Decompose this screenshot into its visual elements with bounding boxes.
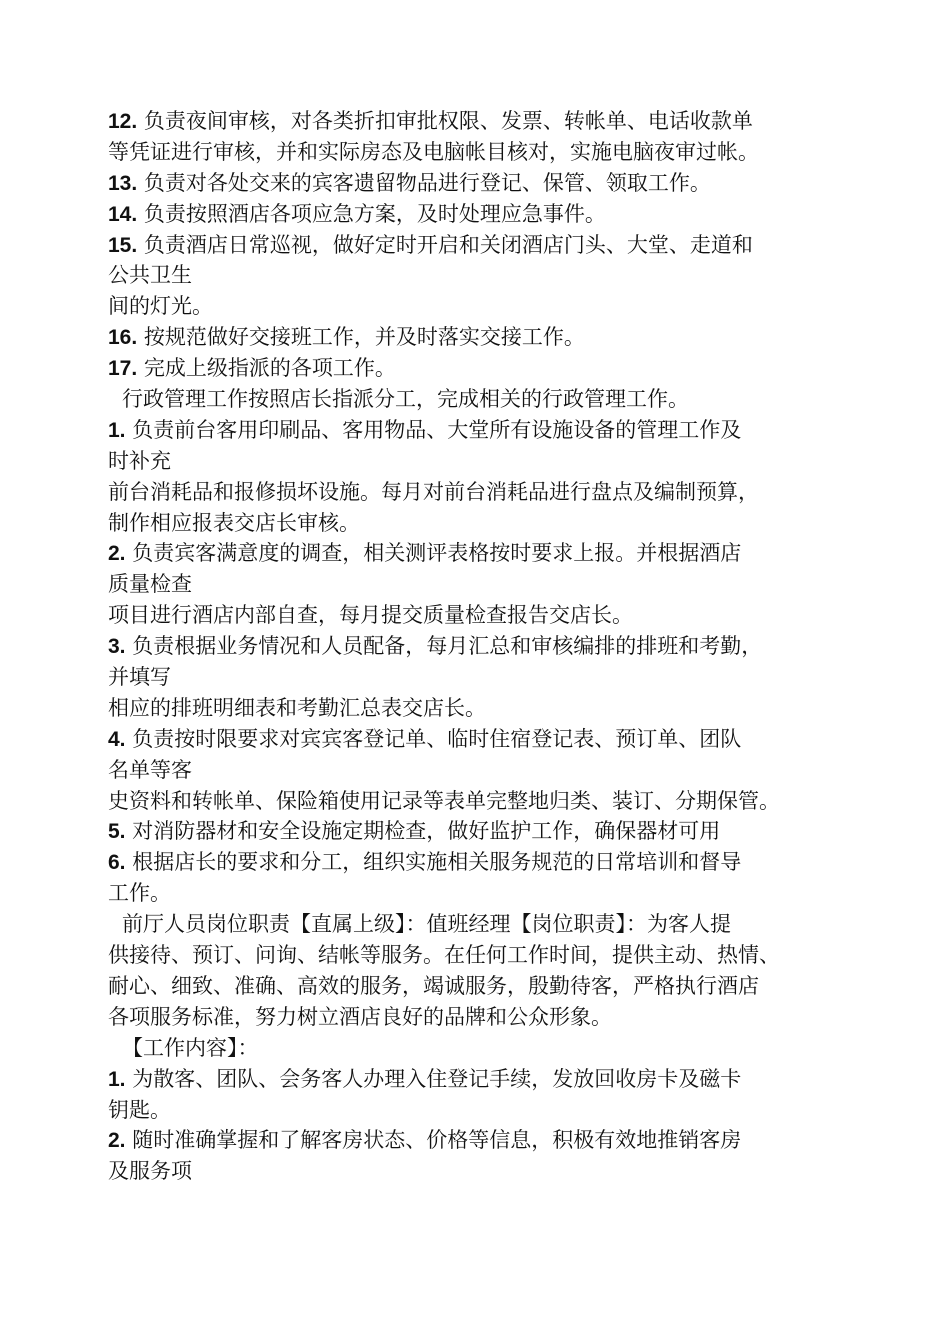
line-text: 根据店长的要求和分工，组织实施相关服务规范的日常培训和督导 — [125, 850, 742, 875]
text-line — [108, 1095, 868, 1126]
text-line — [108, 816, 868, 847]
text-line — [108, 230, 868, 261]
text-line — [108, 446, 868, 477]
text-line — [108, 909, 868, 940]
line-text: 负责前台客用印刷品、客用物品、大堂所有设施设备的管理工作及 — [125, 417, 742, 442]
line-text: 质量检查 — [108, 572, 192, 597]
item-number: 6. — [108, 851, 126, 875]
item-number: 13. — [108, 171, 138, 195]
line-text: 钥匙。 — [108, 1097, 171, 1122]
text-line — [108, 940, 868, 971]
text-line — [108, 786, 868, 817]
line-text: 前台消耗品和报修损坏设施。每月对前台消耗品进行盘点及编制预算， — [108, 479, 759, 504]
item-number: 17. — [108, 357, 138, 381]
text-line — [108, 600, 868, 631]
text-line — [108, 693, 868, 724]
text-line — [108, 1125, 868, 1156]
text-line — [108, 260, 868, 291]
text-line — [108, 878, 868, 909]
text-line — [108, 291, 868, 322]
line-text: 对消防器材和安全设施定期检查，做好监护工作，确保器材可用 — [125, 819, 721, 844]
item-number: 4. — [108, 727, 126, 751]
text-line — [108, 353, 868, 384]
line-text: 公共卫生 — [108, 263, 192, 288]
line-text: 为散客、团队、会务客人办理入住登记手续，发放回收房卡及磁卡 — [125, 1066, 742, 1091]
line-text: 负责宾客满意度的调查，相关测评表格按时要求上报。并根据酒店 — [125, 541, 742, 566]
line-text: 完成上级指派的各项工作。 — [137, 356, 396, 381]
document-page — [108, 106, 868, 1187]
text-line — [108, 415, 868, 446]
line-text: 行政管理工作按照店长指派分工，完成相关的行政管理工作。 — [122, 387, 689, 412]
line-text: 工作。 — [108, 881, 171, 906]
line-text: 负责对各处交来的宾客遗留物品进行登记、保管、领取工作。 — [137, 170, 711, 195]
text-line — [108, 508, 868, 539]
text-line — [108, 631, 868, 662]
text-line — [108, 847, 868, 878]
line-text: 负责酒店日常巡视，做好定时开启和关闭酒店门头、大堂、走道和 — [137, 232, 753, 257]
text-line — [108, 137, 868, 168]
item-number: 14. — [108, 202, 138, 226]
text-line — [108, 384, 868, 415]
item-number: 5. — [108, 820, 126, 844]
line-text: 等凭证进行审核，并和实际房态及电脑帐目核对，实施电脑夜审过帐。 — [108, 139, 759, 164]
text-line — [108, 1156, 868, 1187]
text-line — [108, 1064, 868, 1095]
text-line — [108, 662, 868, 693]
item-number: 12. — [108, 110, 138, 133]
line-text: 间的灯光。 — [108, 294, 213, 319]
text-line — [108, 106, 868, 137]
text-line — [108, 724, 868, 755]
line-text: 【工作内容】： — [122, 1035, 259, 1060]
item-number: 2. — [108, 1129, 126, 1153]
line-text: 名单等客 — [108, 757, 192, 782]
text-line — [108, 538, 868, 569]
line-text: 史资料和转帐单、保险箱使用记录等表单完整地归类、装订、分期保管。 — [108, 788, 780, 813]
line-text: 按规范做好交接班工作，并及时落实交接工作。 — [137, 325, 585, 350]
line-text: 负责根据业务情况和人员配备，每月汇总和审核编排的排班和考勤， — [125, 634, 763, 659]
line-text: 前厅人员岗位职责【直属上级】：值班经理【岗位职责】：为客人提 — [122, 912, 731, 937]
item-number: 15. — [108, 233, 138, 257]
text-line — [108, 569, 868, 600]
line-text: 供接待、预订、问询、结帐等服务。在任何工作时间，提供主动、热情、 — [108, 943, 780, 968]
item-number: 3. — [108, 635, 126, 659]
text-line — [108, 477, 868, 508]
line-text: 及服务项 — [108, 1159, 192, 1184]
item-number: 1. — [108, 1067, 126, 1091]
item-number: 16. — [108, 326, 138, 350]
line-text: 负责夜间审核，对各类折扣审批权限、发票、转帐单、电话收款单 — [137, 109, 753, 133]
line-text: 项目进行酒店内部自查，每月提交质量检查报告交店长。 — [108, 603, 633, 628]
line-text: 并填写 — [108, 665, 171, 690]
text-line — [108, 199, 868, 230]
text-line — [108, 168, 868, 199]
text-line — [108, 1033, 868, 1064]
line-text: 相应的排班明细表和考勤汇总表交店长。 — [108, 695, 486, 720]
line-text: 时补充 — [108, 448, 171, 473]
item-number: 2. — [108, 542, 126, 566]
item-number: 1. — [108, 418, 126, 442]
text-line — [108, 971, 868, 1002]
line-text: 负责按照酒店各项应急方案，及时处理应急事件。 — [137, 201, 606, 226]
text-line — [108, 322, 868, 353]
line-text: 各项服务标准，努力树立酒店良好的品牌和公众形象。 — [108, 1004, 612, 1029]
line-text: 制作相应报表交店长审核。 — [108, 510, 360, 535]
text-line — [108, 755, 868, 786]
text-line — [108, 1002, 868, 1033]
line-text: 负责按时限要求对宾宾客登记单、临时住宿登记表、预订单、团队 — [125, 726, 742, 751]
line-text: 耐心、细致、准确、高效的服务，竭诚服务，殷勤待客，严格执行酒店 — [108, 973, 759, 998]
line-text: 随时准确掌握和了解客房状态、价格等信息，积极有效地推销客房 — [125, 1128, 742, 1153]
